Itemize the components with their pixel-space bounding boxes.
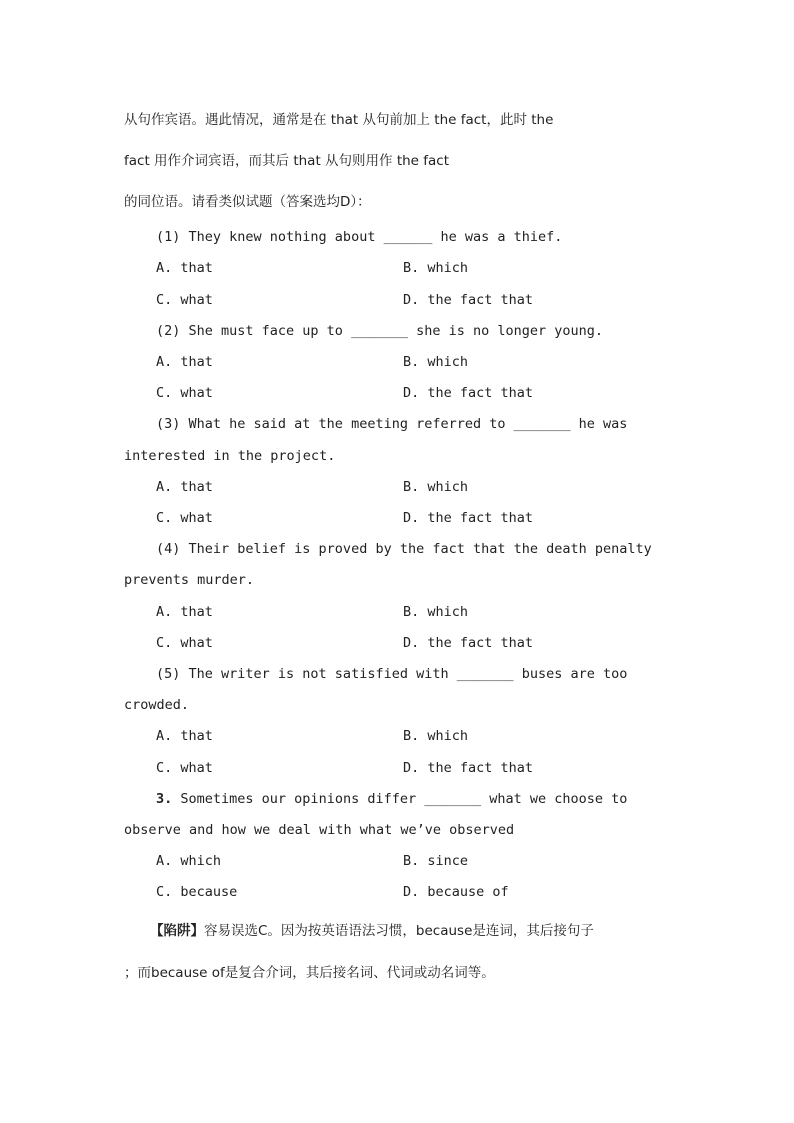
question-5-option-a: A. that: [156, 728, 213, 744]
question-4-option-d: D. the fact that: [403, 635, 534, 651]
question-5-stem-line-2: crowded.: [124, 697, 190, 713]
question-4-option-a: A. that: [156, 604, 213, 620]
intro-line-2: fact 用作介词宾语，而其后 that 从句则用作 the fact: [124, 153, 450, 169]
intro-line-3: 的同位语。请看类似试题（答案选均D）：: [124, 194, 371, 210]
question-3-stem-line-1: (3) What he said at the meeting referred to _______ he was: [156, 416, 628, 432]
main-question-3-number: 3.: [156, 791, 173, 807]
question-1-option-d: D. the fact that: [403, 292, 534, 308]
trap-label: 【陷阱】: [150, 923, 204, 939]
question-4-stem-line-2: prevents murder.: [124, 572, 255, 588]
main-question-3-option-c: C. because: [156, 884, 238, 900]
question-2-option-a: A. that: [156, 354, 213, 370]
question-5-stem-line-1: (5) The writer is not satisfied with _______ buses are too: [156, 666, 628, 682]
question-3-option-d: D. the fact that: [403, 510, 534, 526]
question-5-option-b: B. which: [403, 728, 469, 744]
main-question-3-option-a: A. which: [156, 853, 222, 869]
question-2-option-b: B. which: [403, 354, 469, 370]
question-3-option-c: C. what: [156, 510, 213, 526]
question-1-option-a: A. that: [156, 260, 213, 276]
question-4-option-b: B. which: [403, 604, 469, 620]
question-4-stem-line-1: (4) Their belief is proved by the fact that the death penalty: [156, 541, 652, 557]
main-question-3-stem-line-2: observe and how we deal with what we’ve observed: [124, 822, 515, 838]
question-2-option-c: C. what: [156, 385, 213, 401]
main-question-3-stem-line-1: [156, 791, 627, 807]
question-2-stem: (2) She must face up to _______ she is no longer young.: [156, 323, 604, 339]
question-5-option-c: C. what: [156, 760, 213, 776]
question-3-stem-line-2: interested in the project.: [124, 448, 336, 464]
trap-text-1: 容易误选C。因为按英语语法习惯，because是连词，其后接句子: [204, 923, 594, 939]
question-2-option-d: D. the fact that: [403, 385, 534, 401]
question-4-option-c: C. what: [156, 635, 213, 651]
main-question-3-option-d: D. because of: [403, 884, 509, 900]
question-1-option-c: C. what: [156, 292, 213, 308]
main-question-3-stem-text: Sometimes our opinions differ _______ what we choose to: [172, 791, 628, 807]
question-3-option-b: B. which: [403, 479, 469, 495]
question-3-option-a: A. that: [156, 479, 213, 495]
trap-note-line-2: ；而because of是复合介词，其后接名词、代词或动名词等。: [124, 965, 495, 981]
question-5-option-d: D. the fact that: [403, 760, 534, 776]
question-1-stem: (1) They knew nothing about ______ he was a thief.: [156, 229, 563, 245]
trap-note-line-1: [150, 919, 594, 939]
intro-line-1: 从句作宾语。遇此情况，通常是在 that 从句前加上 the fact，此时 the: [124, 112, 554, 128]
main-question-3-option-b: B. since: [403, 853, 469, 869]
question-1-option-b: B. which: [403, 260, 469, 276]
